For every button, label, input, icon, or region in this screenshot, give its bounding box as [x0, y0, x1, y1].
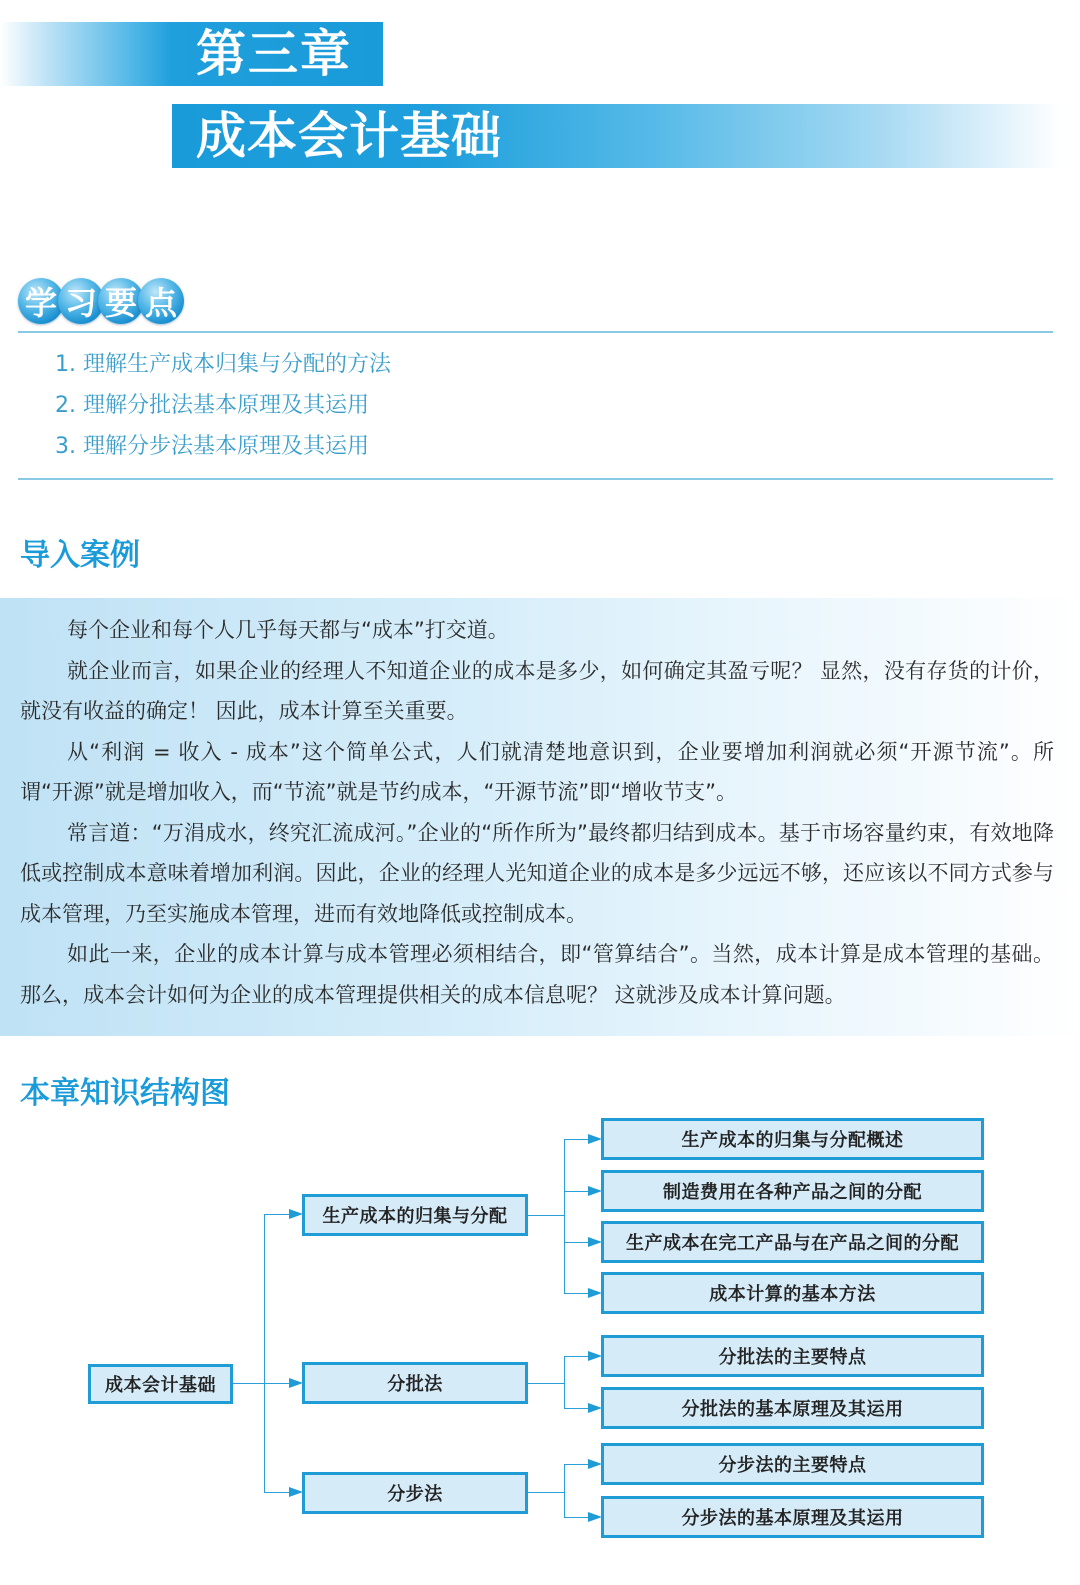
arrow-icon	[588, 1288, 602, 1298]
diagram-leaf-node: 分批法的主要特点	[601, 1335, 984, 1377]
diagram-leaf-node: 分批法的基本原理及其运用	[601, 1387, 984, 1429]
badge-bubble: 习	[58, 278, 104, 324]
connector-line	[564, 1139, 565, 1293]
divider-top	[18, 331, 1053, 333]
learning-points-badge	[18, 278, 178, 326]
case-paragraph: 常言道：“万涓成水，终究汇流成河。”企业的“所作所为”最终都归结到成本。基于市场容量约束，有效地降低或控制成本意味着增加利润。因此，企业的经理人光知道企业的成本是多少远远不够，还应该以不同方式参与成本管理，乃至实施成本管理，进而有效地降低或控制成本。	[20, 820, 1054, 926]
case-paragraph: 如此一来，企业的成本计算与成本管理必须相结合，即“管算结合”。当然，成本计算是成本管理的基础。那么，成本会计如何为企业的成本管理提供相关的成本信息呢？ 这就涉及成本计算问题。	[20, 942, 1054, 1007]
structure-heading: 本章知识结构图	[20, 1076, 230, 1111]
arrow-icon	[588, 1134, 602, 1144]
arrow-icon	[588, 1512, 602, 1522]
connector-line	[528, 1492, 564, 1493]
connector-line	[564, 1356, 590, 1357]
connector-line	[528, 1383, 564, 1384]
connector-line	[564, 1464, 565, 1518]
connector-line	[264, 1214, 290, 1215]
connector-line	[564, 1242, 590, 1243]
arrow-icon	[588, 1351, 602, 1361]
learning-point-item: 2. 理解分批法基本原理及其运用	[55, 393, 369, 418]
chapter-number: 第三章	[196, 25, 352, 83]
arrow-icon	[289, 1209, 303, 1219]
arrow-icon	[289, 1487, 303, 1497]
connector-line	[564, 1293, 590, 1294]
diagram-leaf-node: 分步法的基本原理及其运用	[601, 1496, 984, 1538]
diagram-leaf-node: 生产成本的归集与分配概述	[601, 1118, 984, 1160]
connector-line	[564, 1517, 590, 1518]
diagram-root-node: 成本会计基础	[88, 1364, 233, 1404]
case-heading: 导入案例	[20, 538, 140, 573]
diagram-branch-node: 分批法	[302, 1362, 528, 1404]
chapter-title: 成本会计基础	[196, 107, 502, 165]
diagram-branch-node: 生产成本的归集与分配	[302, 1194, 528, 1236]
diagram-leaf-node: 成本计算的基本方法	[601, 1272, 984, 1314]
arrow-icon	[588, 1403, 602, 1413]
arrow-icon	[588, 1237, 602, 1247]
connector-line	[264, 1214, 265, 1493]
connector-line	[564, 1408, 590, 1409]
connector-line	[264, 1492, 290, 1493]
connector-line	[564, 1139, 590, 1140]
connector-line	[233, 1383, 265, 1384]
case-paragraph: 就企业而言，如果企业的经理人不知道企业的成本是多少，如何确定其盈亏呢？ 显然，没有存货的计价，就没有收益的确定！ 因此，成本计算至关重要。	[20, 658, 1054, 723]
connector-line	[264, 1383, 290, 1384]
arrow-icon	[289, 1378, 303, 1388]
case-paragraph: 从“利润 = 收入 - 成本”这个简单公式，人们就清楚地意识到，企业要增加利润就必须“开源节流”。所谓“开源”就是增加收入，而“节流”就是节约成本，“开源节流”即“增收节支”。	[20, 739, 1054, 804]
arrow-icon	[588, 1459, 602, 1469]
learning-point-item: 3. 理解分步法基本原理及其运用	[55, 434, 369, 459]
divider-bottom	[18, 478, 1053, 480]
diagram-branch-node: 分步法	[302, 1472, 528, 1514]
badge-bubble: 学	[18, 278, 64, 324]
learning-point-item: 1. 理解生产成本归集与分配的方法	[55, 352, 391, 377]
diagram-leaf-node: 制造费用在各种产品之间的分配	[601, 1170, 984, 1212]
case-body	[20, 610, 1054, 1015]
badge-bubble: 点	[138, 278, 184, 324]
diagram-leaf-node: 分步法的主要特点	[601, 1443, 984, 1485]
connector-line	[564, 1464, 590, 1465]
case-paragraph: 每个企业和每个人几乎每天都与“成本”打交道。	[67, 618, 509, 642]
connector-line	[564, 1356, 565, 1409]
badge-bubble: 要	[98, 278, 144, 324]
connector-line	[564, 1191, 590, 1192]
arrow-icon	[588, 1186, 602, 1196]
diagram-leaf-node: 生产成本在完工产品与在产品之间的分配	[601, 1221, 984, 1263]
connector-line	[528, 1215, 564, 1216]
